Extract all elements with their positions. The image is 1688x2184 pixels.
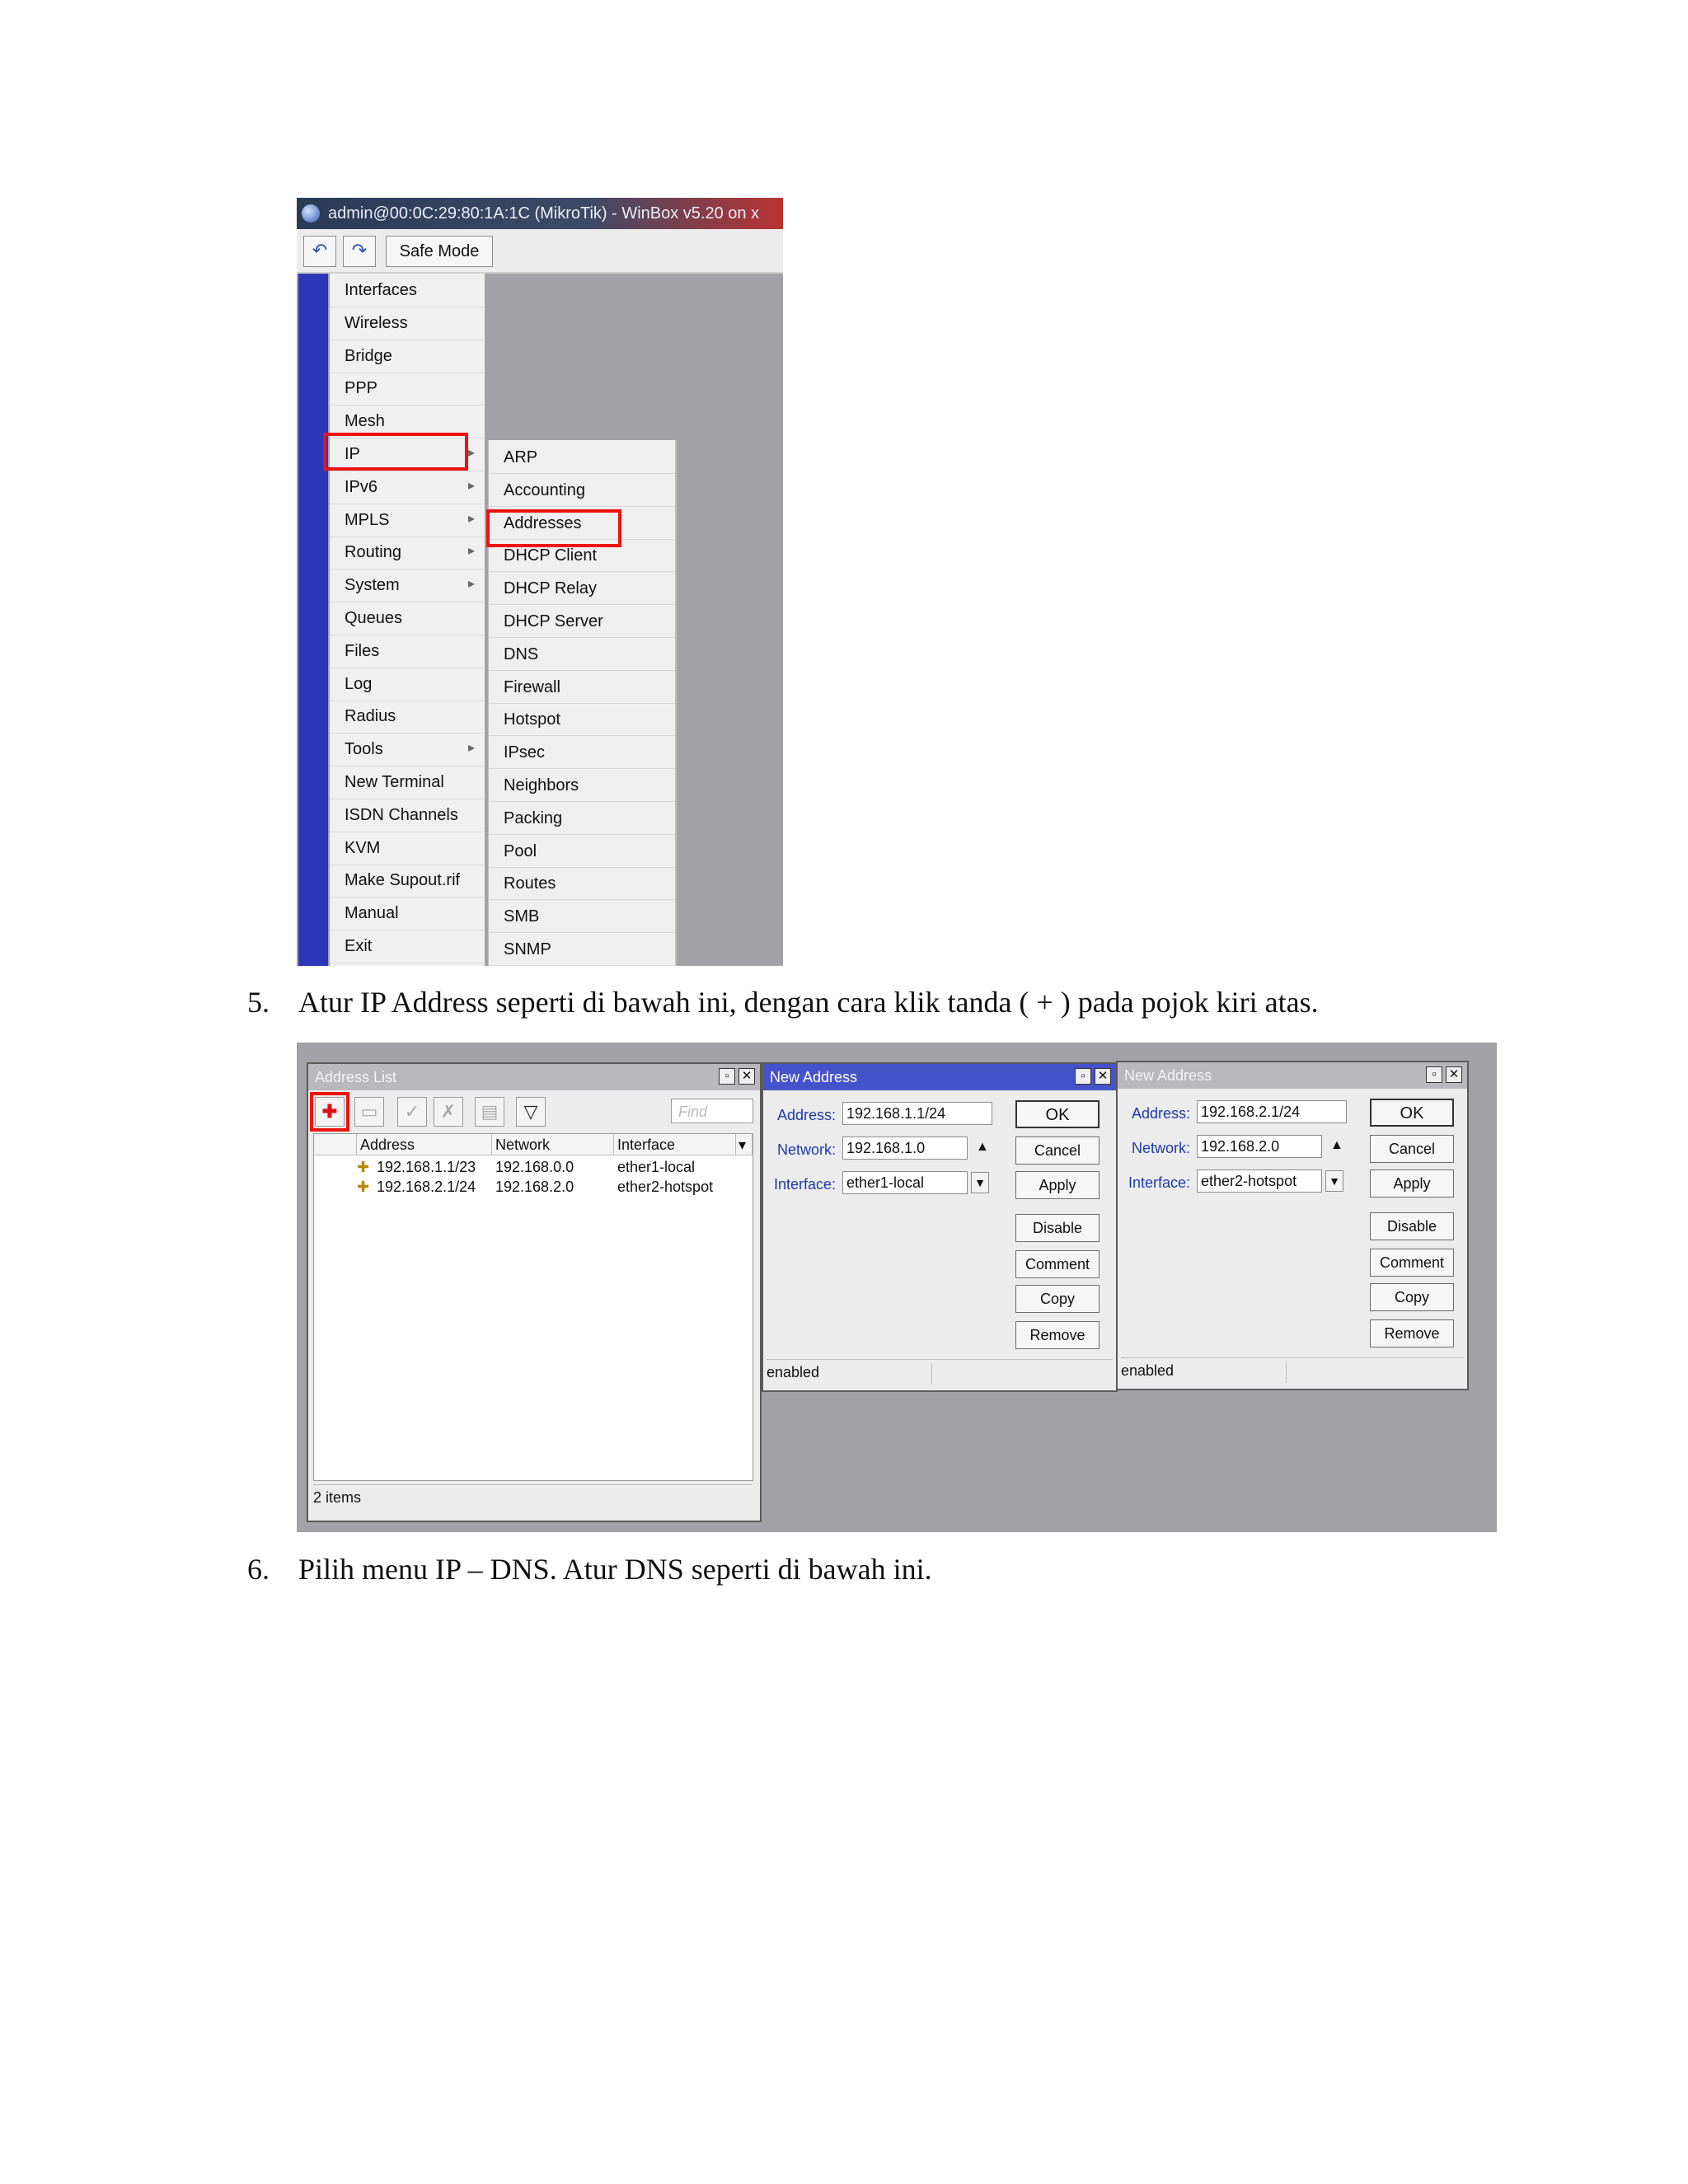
submenu-item-hotspot[interactable] (489, 702, 675, 736)
menu-item-wireless[interactable] (330, 307, 485, 340)
interface-select[interactable]: ether2-hotspot (1197, 1169, 1322, 1193)
cancel-button[interactable]: Cancel (1015, 1137, 1100, 1165)
new-address-1-title: New Address (770, 1069, 858, 1085)
network-label: Network: (776, 1141, 836, 1158)
add-highlight-box (310, 1092, 349, 1132)
submenu-item-ipsec[interactable] (489, 735, 675, 769)
menu-item-routing[interactable] (330, 536, 485, 569)
new-address-2-title-bar (1118, 1062, 1467, 1089)
submenu-arrow-icon: ▸ (467, 741, 475, 756)
menu-item-system[interactable] (330, 569, 485, 602)
menu-item-manual[interactable] (330, 897, 485, 930)
menu-item-files[interactable] (330, 635, 485, 668)
menu-item-label: Tools (345, 740, 383, 759)
remove-button[interactable]: Remove (1015, 1321, 1100, 1349)
menu-item-label: Log (345, 674, 373, 693)
new-address-1-status (767, 1359, 1113, 1385)
menu-item-label: System (345, 576, 400, 595)
menu-item-label: Bridge (345, 346, 392, 365)
maximize-icon[interactable]: ▫ (719, 1068, 735, 1085)
submenu-item-neighbors[interactable] (489, 768, 675, 802)
submenu-item-dhcp-server[interactable] (489, 604, 675, 638)
menu-item-label: Radius (345, 707, 396, 726)
new-address-dialog-2 (1116, 1061, 1469, 1390)
menu-item-mpls[interactable] (330, 504, 485, 537)
safe-mode-button[interactable]: Safe Mode (386, 236, 493, 267)
submenu-item-routes[interactable] (489, 866, 675, 900)
submenu-arrow-icon: ▸ (467, 511, 475, 526)
copy-button[interactable]: Copy (1015, 1285, 1100, 1313)
copy-button[interactable]: Copy (1370, 1283, 1454, 1311)
new-address-1-title-bar (763, 1064, 1116, 1090)
step-6 (247, 1552, 932, 1586)
network-label: Network: (1131, 1140, 1190, 1156)
menu-item-label: PPP (345, 379, 378, 398)
ip-highlight-box (323, 433, 468, 471)
interface-label: Interface: (1128, 1174, 1190, 1191)
menu-item-tools[interactable] (330, 733, 485, 766)
submenu-item-packing[interactable] (489, 801, 675, 835)
menu-item-label: Exit (345, 937, 373, 955)
submenu-item-label: Accounting (504, 480, 585, 499)
disable-icon[interactable]: ✗ (434, 1097, 463, 1127)
remove-button[interactable]: Remove (1370, 1319, 1454, 1347)
row-1-network[interactable]: 192.168.0.0 (495, 1159, 574, 1175)
row-2-address[interactable]: 192.168.2.1/24 (377, 1179, 476, 1195)
column-header-address[interactable]: Address (357, 1134, 492, 1155)
maximize-icon[interactable]: ▫ (1075, 1068, 1091, 1085)
address-list-window (307, 1062, 762, 1522)
address-field[interactable]: 192.168.1.1/24 (842, 1102, 992, 1125)
apply-button[interactable]: Apply (1015, 1171, 1100, 1199)
dropdown-arrow-icon[interactable]: ▼ (1325, 1170, 1343, 1192)
new-address-2-status (1121, 1357, 1464, 1383)
submenu-item-label: DHCP Server (504, 612, 603, 630)
submenu-item-label: Hotspot (504, 710, 560, 729)
column-dropdown-icon[interactable]: ▾ (736, 1134, 753, 1155)
step-6-text: Pilih menu IP – DNS. Atur DNS seperti di bawah ini. (298, 1553, 932, 1586)
menu-item-isdn-channels[interactable] (330, 799, 485, 832)
submenu-item-arp[interactable] (489, 440, 675, 474)
address-label: Address: (1131, 1105, 1190, 1122)
menu-item-new-terminal[interactable] (330, 766, 485, 799)
close-icon[interactable]: ✕ (738, 1068, 755, 1085)
address-table (313, 1133, 753, 1481)
address-list-title: Address List (315, 1069, 397, 1085)
submenu-item-label: Addresses (504, 513, 582, 532)
network-field[interactable]: 192.168.1.0 (842, 1137, 968, 1160)
row-2-network[interactable]: 192.168.2.0 (495, 1179, 574, 1195)
submenu-item-snmp[interactable] (489, 932, 675, 966)
menu-item-label: ISDN Channels (345, 805, 458, 824)
new-address-dialog-1 (762, 1062, 1118, 1392)
status-divider (1286, 1361, 1287, 1383)
menu-item-label: IPv6 (345, 477, 378, 496)
remove-icon[interactable]: ▭ (354, 1097, 384, 1127)
apply-button[interactable]: Apply (1370, 1169, 1454, 1197)
submenu-item-label: DHCP Relay (504, 579, 597, 598)
items-count: 2 items (313, 1484, 752, 1510)
submenu-item-pool[interactable] (489, 834, 675, 868)
network-field[interactable]: 192.168.2.0 (1197, 1135, 1322, 1158)
submenu-item-label: Pool (504, 841, 537, 860)
redo-icon[interactable]: ↷ (343, 236, 376, 267)
undo-icon[interactable]: ↶ (303, 236, 336, 267)
menu-item-ppp[interactable] (330, 372, 485, 405)
menu-item-interfaces[interactable] (330, 274, 485, 307)
disable-button[interactable]: Disable (1370, 1212, 1454, 1240)
address-field[interactable]: 192.168.2.1/24 (1197, 1100, 1347, 1123)
winbox-toolbar (297, 229, 783, 274)
menu-item-label: MPLS (345, 510, 390, 529)
submenu-item-smb[interactable] (489, 899, 675, 933)
step-5 (247, 985, 1319, 1019)
step-5-text: Atur IP Address seperti di bawah ini, dengan cara klik tanda ( + ) pada pojok kiri atas. (298, 986, 1319, 1019)
row-1-address[interactable]: 192.168.1.1/23 (377, 1159, 476, 1175)
submenu-arrow-icon: ▸ (467, 577, 475, 592)
row-2-interface[interactable]: ether2-hotspot (617, 1179, 714, 1195)
interface-label: Interface: (773, 1176, 836, 1193)
menu-item-label: KVM (345, 838, 381, 857)
submenu-arrow-icon: ▸ (467, 446, 475, 460)
winbox-main-menu (330, 274, 485, 966)
menu-item-label: New Terminal (345, 773, 444, 791)
menu-item-ipv6[interactable] (330, 471, 485, 504)
comment-icon[interactable]: ▤ (475, 1097, 504, 1127)
menu-item-label: Wireless (345, 313, 408, 332)
maximize-icon[interactable]: ▫ (1426, 1066, 1442, 1083)
enable-icon[interactable]: ✓ (397, 1097, 427, 1127)
address-config-screenshot (297, 1043, 1497, 1532)
submenu-item-label: SNMP (504, 940, 551, 958)
menu-item-label: Manual (345, 904, 399, 923)
submenu-item-firewall[interactable] (489, 670, 675, 704)
find-input[interactable]: Find (671, 1099, 753, 1123)
menu-item-bridge[interactable] (330, 340, 485, 373)
winbox-title-text: admin@00:0C:29:80:1A:1C (MikroTik) - WinBox v5.20 on x (328, 204, 760, 223)
submenu-item-label: DHCP Client (504, 546, 597, 565)
add-icon[interactable]: ✚ (315, 1097, 345, 1127)
ok-button[interactable]: OK (1370, 1099, 1454, 1127)
address-row-icon: ✚ (357, 1179, 370, 1195)
submenu-item-dhcp-relay[interactable] (489, 571, 675, 605)
disable-button[interactable]: Disable (1015, 1214, 1100, 1242)
winbox-screenshot (297, 198, 783, 966)
close-icon[interactable]: ✕ (1446, 1066, 1462, 1083)
filter-icon[interactable]: ▽ (516, 1097, 546, 1127)
row-1-interface[interactable]: ether1-local (617, 1159, 696, 1175)
status-text: enabled (1121, 1362, 1175, 1379)
submenu-item-label: Routes (504, 874, 556, 893)
winbox-side-bar (298, 274, 328, 966)
submenu-item-label: SMB (504, 907, 540, 926)
collapse-arrow-icon[interactable]: ▲ (1330, 1138, 1343, 1152)
menu-item-make-supout-rif[interactable] (330, 864, 485, 898)
submenu-item-dns[interactable] (489, 637, 675, 671)
menu-item-label: IP (345, 445, 360, 463)
menu-item-label: Make Supout.rif (345, 871, 461, 890)
step-6-number: 6. (247, 1553, 270, 1586)
submenu-item-label: Packing (504, 808, 563, 827)
comment-button[interactable]: Comment (1015, 1250, 1100, 1278)
status-divider (931, 1363, 932, 1385)
ok-button[interactable]: OK (1015, 1100, 1100, 1128)
addresses-highlight-box (486, 509, 621, 547)
status-text: enabled (767, 1364, 820, 1380)
menu-item-label: Files (345, 641, 380, 660)
address-row-icon: ✚ (357, 1159, 370, 1175)
cancel-button[interactable]: Cancel (1370, 1135, 1454, 1163)
menu-item-label: Mesh (345, 412, 385, 431)
header-spacer (314, 1134, 357, 1155)
menu-item-label: Queues (345, 609, 403, 627)
winbox-logo-icon (302, 204, 320, 223)
menu-item-exit[interactable] (330, 930, 485, 963)
submenu-item-label: Firewall (504, 677, 560, 696)
submenu-item-label: DNS (504, 644, 539, 663)
menu-item-kvm[interactable] (330, 832, 485, 865)
submenu-item-label: IPsec (504, 743, 546, 762)
submenu-item-label: Neighbors (504, 776, 579, 794)
winbox-title-bar (297, 198, 783, 229)
dropdown-arrow-icon[interactable]: ▼ (971, 1172, 989, 1193)
close-icon[interactable]: ✕ (1095, 1068, 1111, 1085)
new-address-2-title: New Address (1124, 1067, 1212, 1084)
submenu-item-accounting[interactable] (489, 473, 675, 507)
collapse-arrow-icon[interactable]: ▲ (976, 1140, 989, 1154)
menu-item-log[interactable] (330, 668, 485, 701)
submenu-arrow-icon: ▸ (467, 478, 475, 493)
menu-item-queues[interactable] (330, 602, 485, 635)
comment-button[interactable]: Comment (1370, 1249, 1454, 1277)
column-header-interface[interactable]: Interface (614, 1134, 736, 1155)
address-label: Address: (776, 1107, 836, 1123)
step-5-number: 5. (247, 986, 270, 1019)
submenu-item-label: ARP (504, 448, 538, 466)
menu-item-label: Interfaces (345, 281, 417, 299)
menu-item-label: Routing (345, 543, 401, 562)
column-header-network[interactable]: Network (492, 1134, 614, 1155)
menu-item-radius[interactable] (330, 700, 485, 733)
address-list-title-bar (308, 1064, 760, 1090)
submenu-arrow-icon: ▸ (467, 544, 475, 559)
interface-select[interactable]: ether1-local (842, 1171, 968, 1194)
